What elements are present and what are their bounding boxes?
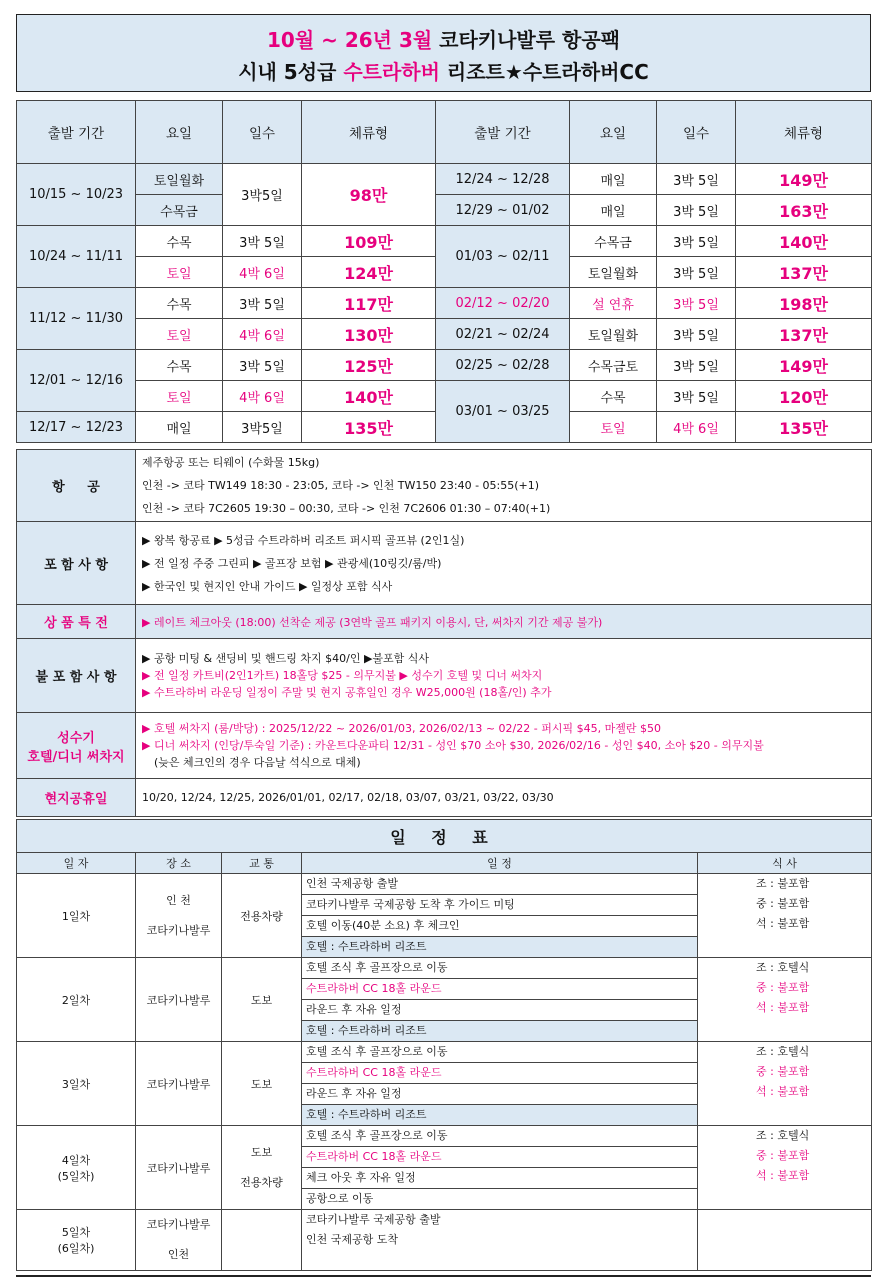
weekday: 토일월화 [570, 319, 657, 350]
schedule-table [16, 819, 872, 1271]
excluded-line: ▶ 전 일정 카트비(2인1카트) 18홀당 $25 - 의무지불 ▶ 성수기 호텔 및 디너 써차지 [142, 669, 543, 682]
excluded-row [17, 639, 872, 713]
nights: 3박 5일 [657, 319, 736, 350]
day-row [17, 1210, 872, 1231]
weekday: 수목금 [136, 195, 223, 226]
day-place: 인 천 코타키나발루 [136, 874, 222, 958]
period: 02/25 ~ 02/28 [436, 350, 570, 381]
price: 163만 [736, 195, 872, 226]
price-row [17, 226, 872, 257]
period: 12/29 ~ 01/02 [436, 195, 570, 226]
day-row [17, 1042, 872, 1063]
day-place: 코타키나발루 인천 [136, 1210, 222, 1271]
weekday: 토일월화 [136, 164, 223, 195]
excluded-details [136, 639, 872, 713]
price: 140만 [302, 381, 436, 412]
excluded-line: ▶ 수트라하버 라운딩 일정이 주말 및 현지 공휴일인 경우 W25,000원 (18홀/인) 추가 [142, 686, 552, 699]
surcharge-line: (늦은 체크인의 경우 다음날 석식으로 대체) [154, 756, 361, 769]
flight-row [17, 450, 872, 522]
excluded-line: ▶ 공항 미팅 & 샌딩비 및 핸드링 차지 $40/인 ▶불포함 식사 [142, 652, 430, 665]
nights: 3박5일 [223, 164, 302, 226]
price: 149만 [736, 350, 872, 381]
nights: 3박 5일 [223, 288, 302, 319]
weekday: 수목 [136, 288, 223, 319]
period: 12/17 ~ 12/23 [17, 412, 136, 443]
price: 120만 [736, 381, 872, 412]
day-place: 코타키나발루 [136, 1126, 222, 1210]
nights: 3박 5일 [657, 288, 736, 319]
price-header-row [17, 101, 872, 164]
header-stay: 체류형 [302, 101, 436, 164]
hotel-line: 호텔 : 수트라하버 리조트 [302, 1021, 698, 1042]
holiday-text: 10/20, 12/24, 12/25, 2026/01/01, 02/17, 02/18, 03/07, 03/21, 03/22, 03/30 [136, 779, 872, 817]
header-period: 출발 기간 [436, 101, 570, 164]
itinerary-item: 인천 국제공항 도착 [302, 1230, 698, 1250]
special-row [17, 605, 872, 639]
itinerary-item: 코타키나발루 국제공항 출발 [302, 1210, 698, 1231]
price: 137만 [736, 319, 872, 350]
header-stay: 체류형 [736, 101, 872, 164]
holiday-row [17, 779, 872, 817]
surcharge-details [136, 713, 872, 779]
included-line: ▶ 전 일정 주중 그린피 ▶ 골프장 보험 ▶ 관광세(10링깃/룸/박) [142, 556, 442, 570]
itinerary-item: 코타키나발루 국제공항 도착 후 가이드 미팅 [302, 895, 698, 916]
price: 135만 [302, 412, 436, 443]
day-label: 4일차 (5일차) [17, 1126, 136, 1210]
nights: 4박 6일 [657, 412, 736, 443]
price-table [16, 100, 872, 443]
day-meals: 조 : 호텔식 중 : 불포함 석 : 불포함 [698, 958, 872, 1042]
price: 130만 [302, 319, 436, 350]
itinerary-item: 수트라하버 CC 18홀 라운드 [302, 1147, 698, 1168]
weekday: 토일 [136, 257, 223, 288]
col-meals: 식 사 [698, 853, 872, 874]
nights: 3박 5일 [223, 226, 302, 257]
schedule-title: 일 정 표 [17, 820, 872, 853]
day-row [17, 874, 872, 895]
day-meals: 조 : 호텔식 중 : 불포함 석 : 불포함 [698, 1126, 872, 1210]
special-text: ▶ 레이트 체크아웃 (18:00) 선착순 제공 (3연박 골프 패키지 이용시, 단, 써차지 기간 제공 불가) [136, 605, 872, 639]
period: 03/01 ~ 03/25 [436, 381, 570, 443]
weekday: 매일 [570, 195, 657, 226]
col-place: 장 소 [136, 853, 222, 874]
price-row [17, 350, 872, 381]
day-meals [698, 1210, 872, 1271]
day-transport: 도보 [222, 1042, 302, 1126]
nights: 3박 5일 [657, 195, 736, 226]
day-place: 코타키나발루 [136, 958, 222, 1042]
title-line-2: 시내 5성급 수트라하버 리조트★수트라하버CC [238, 60, 649, 84]
weekday: 수목금토 [570, 350, 657, 381]
price-row [17, 195, 872, 226]
itinerary-item: 인천 국제공항 출발 [302, 874, 698, 895]
nights: 3박 5일 [657, 350, 736, 381]
nights: 3박 5일 [657, 164, 736, 195]
price-row [17, 381, 872, 412]
itinerary-item: 호텔 조식 후 골프장으로 이동 [302, 1042, 698, 1063]
day-row [17, 958, 872, 979]
itinerary-item: 호텔 조식 후 골프장으로 이동 [302, 958, 698, 979]
itinerary-item: 수트라하버 CC 18홀 라운드 [302, 1063, 698, 1084]
flight-details [136, 450, 872, 522]
header-weekday: 요일 [136, 101, 223, 164]
included-label: 포 함 사 항 [17, 522, 136, 605]
flight-line: 인천 -> 코타 7C2605 19:30 – 00:30, 코타 -> 인천 7C2606 01:30 – 07:40(+1) [142, 502, 551, 515]
weekday: 매일 [570, 164, 657, 195]
weekday: 토일 [136, 381, 223, 412]
day-transport [222, 1210, 302, 1271]
special-label: 상 품 특 전 [17, 605, 136, 639]
price-row [17, 164, 872, 195]
period: 12/24 ~ 12/28 [436, 164, 570, 195]
included-line: ▶ 왕복 항공료 ▶ 5성급 수트라하버 리조트 퍼시픽 골프뷰 (2인1실) [142, 533, 465, 547]
day-label: 3일차 [17, 1042, 136, 1126]
nights: 4박 6일 [223, 381, 302, 412]
col-day: 일 자 [17, 853, 136, 874]
excluded-label: 불 포 함 사 항 [17, 639, 136, 713]
itinerary-item: 호텔 이동(40분 소요) 후 체크인 [302, 916, 698, 937]
price: 140만 [736, 226, 872, 257]
day-label: 2일차 [17, 958, 136, 1042]
period: 10/15 ~ 10/23 [17, 164, 136, 226]
price: 98만 [302, 164, 436, 226]
weekday: 수목 [570, 381, 657, 412]
price: 149만 [736, 164, 872, 195]
hotel-line: 호텔 : 수트라하버 리조트 [302, 1105, 698, 1126]
header-period: 출발 기간 [17, 101, 136, 164]
nights: 3박 5일 [223, 350, 302, 381]
nights: 3박 5일 [657, 381, 736, 412]
period: 12/01 ~ 12/16 [17, 350, 136, 412]
surcharge-label: 성수기 호텔/디너 써차지 [17, 713, 136, 779]
weekday: 수목 [136, 350, 223, 381]
weekday: 설 연휴 [570, 288, 657, 319]
title-banner [16, 14, 871, 92]
title-line-1: 10월 ~ 26년 3월 코타키나발루 항공팩 [267, 28, 620, 52]
period: 02/12 ~ 02/20 [436, 288, 570, 319]
nights: 3박 5일 [657, 226, 736, 257]
included-row [17, 522, 872, 605]
flight-line: 인천 -> 코타 TW149 18:30 - 23:05, 코타 -> 인천 TW150 23:40 - 05:55(+1) [142, 479, 540, 492]
itinerary-item: 라운드 후 자유 일정 [302, 1084, 698, 1105]
day-label: 1일차 [17, 874, 136, 958]
nights: 4박 6일 [223, 319, 302, 350]
weekday: 토일 [570, 412, 657, 443]
bottom-rule [16, 1275, 871, 1277]
period: 11/12 ~ 11/30 [17, 288, 136, 350]
price-row [17, 288, 872, 319]
price: 137만 [736, 257, 872, 288]
period: 02/21 ~ 02/24 [436, 319, 570, 350]
price: 124만 [302, 257, 436, 288]
weekday: 토일월화 [570, 257, 657, 288]
itinerary-item: 체크 아웃 후 자유 일정 [302, 1168, 698, 1189]
surcharge-line: ▶ 호텔 써차지 (룸/박당) : 2025/12/22 ~ 2026/01/03, 2026/02/13 ~ 02/22 - 퍼시픽 $45, 마젤란 $50 [142, 722, 661, 735]
day-row [17, 1126, 872, 1147]
included-line: ▶ 한국인 및 현지인 안내 가이드 ▶ 일정상 포함 식사 [142, 579, 393, 593]
price: 109만 [302, 226, 436, 257]
itinerary-item: 호텔 조식 후 골프장으로 이동 [302, 1126, 698, 1147]
period: 10/24 ~ 11/11 [17, 226, 136, 288]
price: 135만 [736, 412, 872, 443]
nights: 3박5일 [223, 412, 302, 443]
day-meals: 조 : 불포함 중 : 불포함 석 : 불포함 [698, 874, 872, 958]
hotel-line: 호텔 : 수트라하버 리조트 [302, 937, 698, 958]
nights: 3박 5일 [657, 257, 736, 288]
day-place: 코타키나발루 [136, 1042, 222, 1126]
col-transport: 교 통 [222, 853, 302, 874]
weekday: 수목금 [570, 226, 657, 257]
itinerary-item [302, 1250, 698, 1271]
price: 117만 [302, 288, 436, 319]
header-nights: 일수 [223, 101, 302, 164]
holiday-label: 현지공휴일 [17, 779, 136, 817]
schedule-header-row [17, 853, 872, 874]
info-table [16, 449, 872, 817]
col-itinerary: 일 정 [302, 853, 698, 874]
day-transport: 전용차량 [222, 874, 302, 958]
itinerary-item: 공항으로 이동 [302, 1189, 698, 1210]
day-meals: 조 : 호텔식 중 : 불포함 석 : 불포함 [698, 1042, 872, 1126]
flight-line: 제주항공 또는 티웨이 (수화물 15kg) [142, 456, 320, 469]
surcharge-line: ▶ 디너 써차지 (인당/투숙일 기준) : 카운트다운파티 12/31 - 성인 $70 소아 $30, 2026/02/16 - 성인 $40, 소아 $20 - 의무지불 [142, 739, 764, 752]
day-transport: 도보 [222, 958, 302, 1042]
itinerary-item: 수트라하버 CC 18홀 라운드 [302, 979, 698, 1000]
period: 01/03 ~ 02/11 [436, 226, 570, 288]
price: 198만 [736, 288, 872, 319]
included-details [136, 522, 872, 605]
nights: 4박 6일 [223, 257, 302, 288]
weekday: 토일 [136, 319, 223, 350]
header-weekday: 요일 [570, 101, 657, 164]
price-row [17, 319, 872, 350]
surcharge-row [17, 713, 872, 779]
itinerary-item: 라운드 후 자유 일정 [302, 1000, 698, 1021]
header-nights: 일수 [657, 101, 736, 164]
weekday: 매일 [136, 412, 223, 443]
flight-label: 항 공 [17, 450, 136, 522]
weekday: 수목 [136, 226, 223, 257]
price: 125만 [302, 350, 436, 381]
day-label: 5일차 (6일차) [17, 1210, 136, 1271]
day-transport: 도보 전용차량 [222, 1126, 302, 1210]
